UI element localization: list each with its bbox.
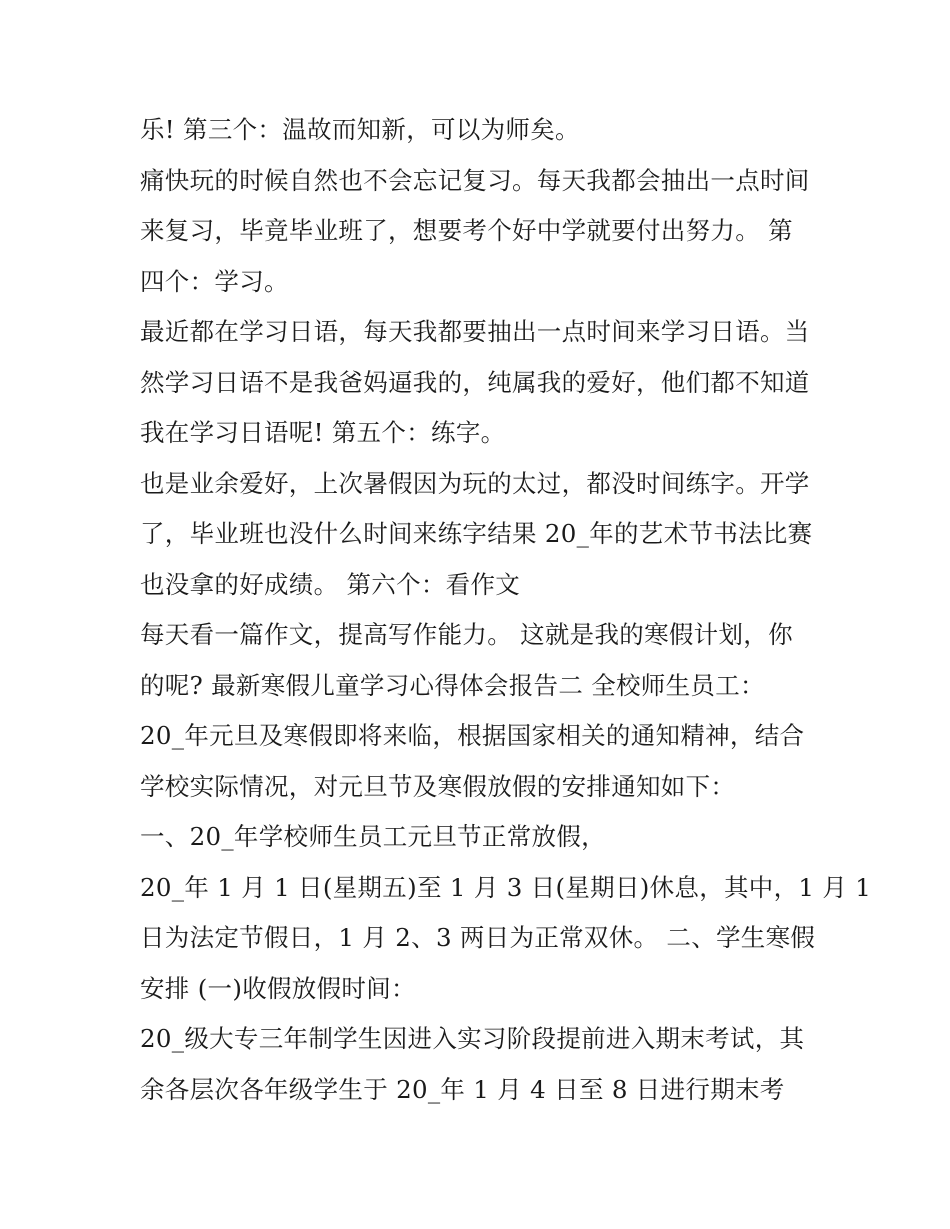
text-line: 然学习日语不是我爸妈逼我的，纯属我的爱好，他们都不知道 xyxy=(140,368,810,397)
text-line: 日为法定节假日，1 月 2、3 两日为正常双休。 二、学生寒假 xyxy=(140,923,816,952)
text-line: 痛快玩的时候自然也不会忘记复习。每天我都会抽出一点时间 xyxy=(140,166,810,195)
text-line: 我在学习日语呢! 第五个：练字。 xyxy=(140,418,506,447)
text-line: 来复习，毕竟毕业班了，想要考个好中学就要付出努力。 第 xyxy=(140,216,793,245)
text-line: 20_级大专三年制学生因进入实习阶段提前进入期末考试，其 xyxy=(140,1024,805,1053)
text-line: 每天看一篇作文，提高写作能力。 这就是我的寒假计划，你 xyxy=(140,620,793,649)
text-line: 安排 (一)收假放假时间： xyxy=(140,974,416,1003)
text-line: 最近都在学习日语，每天我都要抽出一点时间来学习日语。当 xyxy=(140,317,810,346)
text-line: 了，毕业班也没什么时间来练字结果 20_年的艺术节书法比赛 xyxy=(140,519,813,548)
text-line: 20_年 1 月 1 日(星期五)至 1 月 3 日(星期日)休息，其中，1 月 1 xyxy=(140,873,872,902)
text-line: 乐! 第三个：温故而知新，可以为师矣。 xyxy=(140,115,580,144)
text-line: 四个：学习。 xyxy=(140,267,289,296)
text-line: 一、20_年学校师生员工元旦节正常放假， xyxy=(140,822,606,851)
text-line: 的呢? 最新寒假儿童学习心得体会报告二 全校师生员工： xyxy=(140,671,765,700)
text-line: 余各层次各年级学生于 20_年 1 月 4 日至 8 日进行期末考 xyxy=(140,1075,785,1104)
text-line: 也是业余爱好，上次暑假因为玩的太过，都没时间练字。开学 xyxy=(140,469,810,498)
text-line: 也没拿的好成绩。 第六个：看作文 xyxy=(140,570,521,599)
text-line: 20_年元旦及寒假即将来临，根据国家相关的通知精神，结合 xyxy=(140,721,805,750)
text-line: 学校实际情况，对元旦节及寒假放假的安排通知如下： xyxy=(140,772,736,801)
